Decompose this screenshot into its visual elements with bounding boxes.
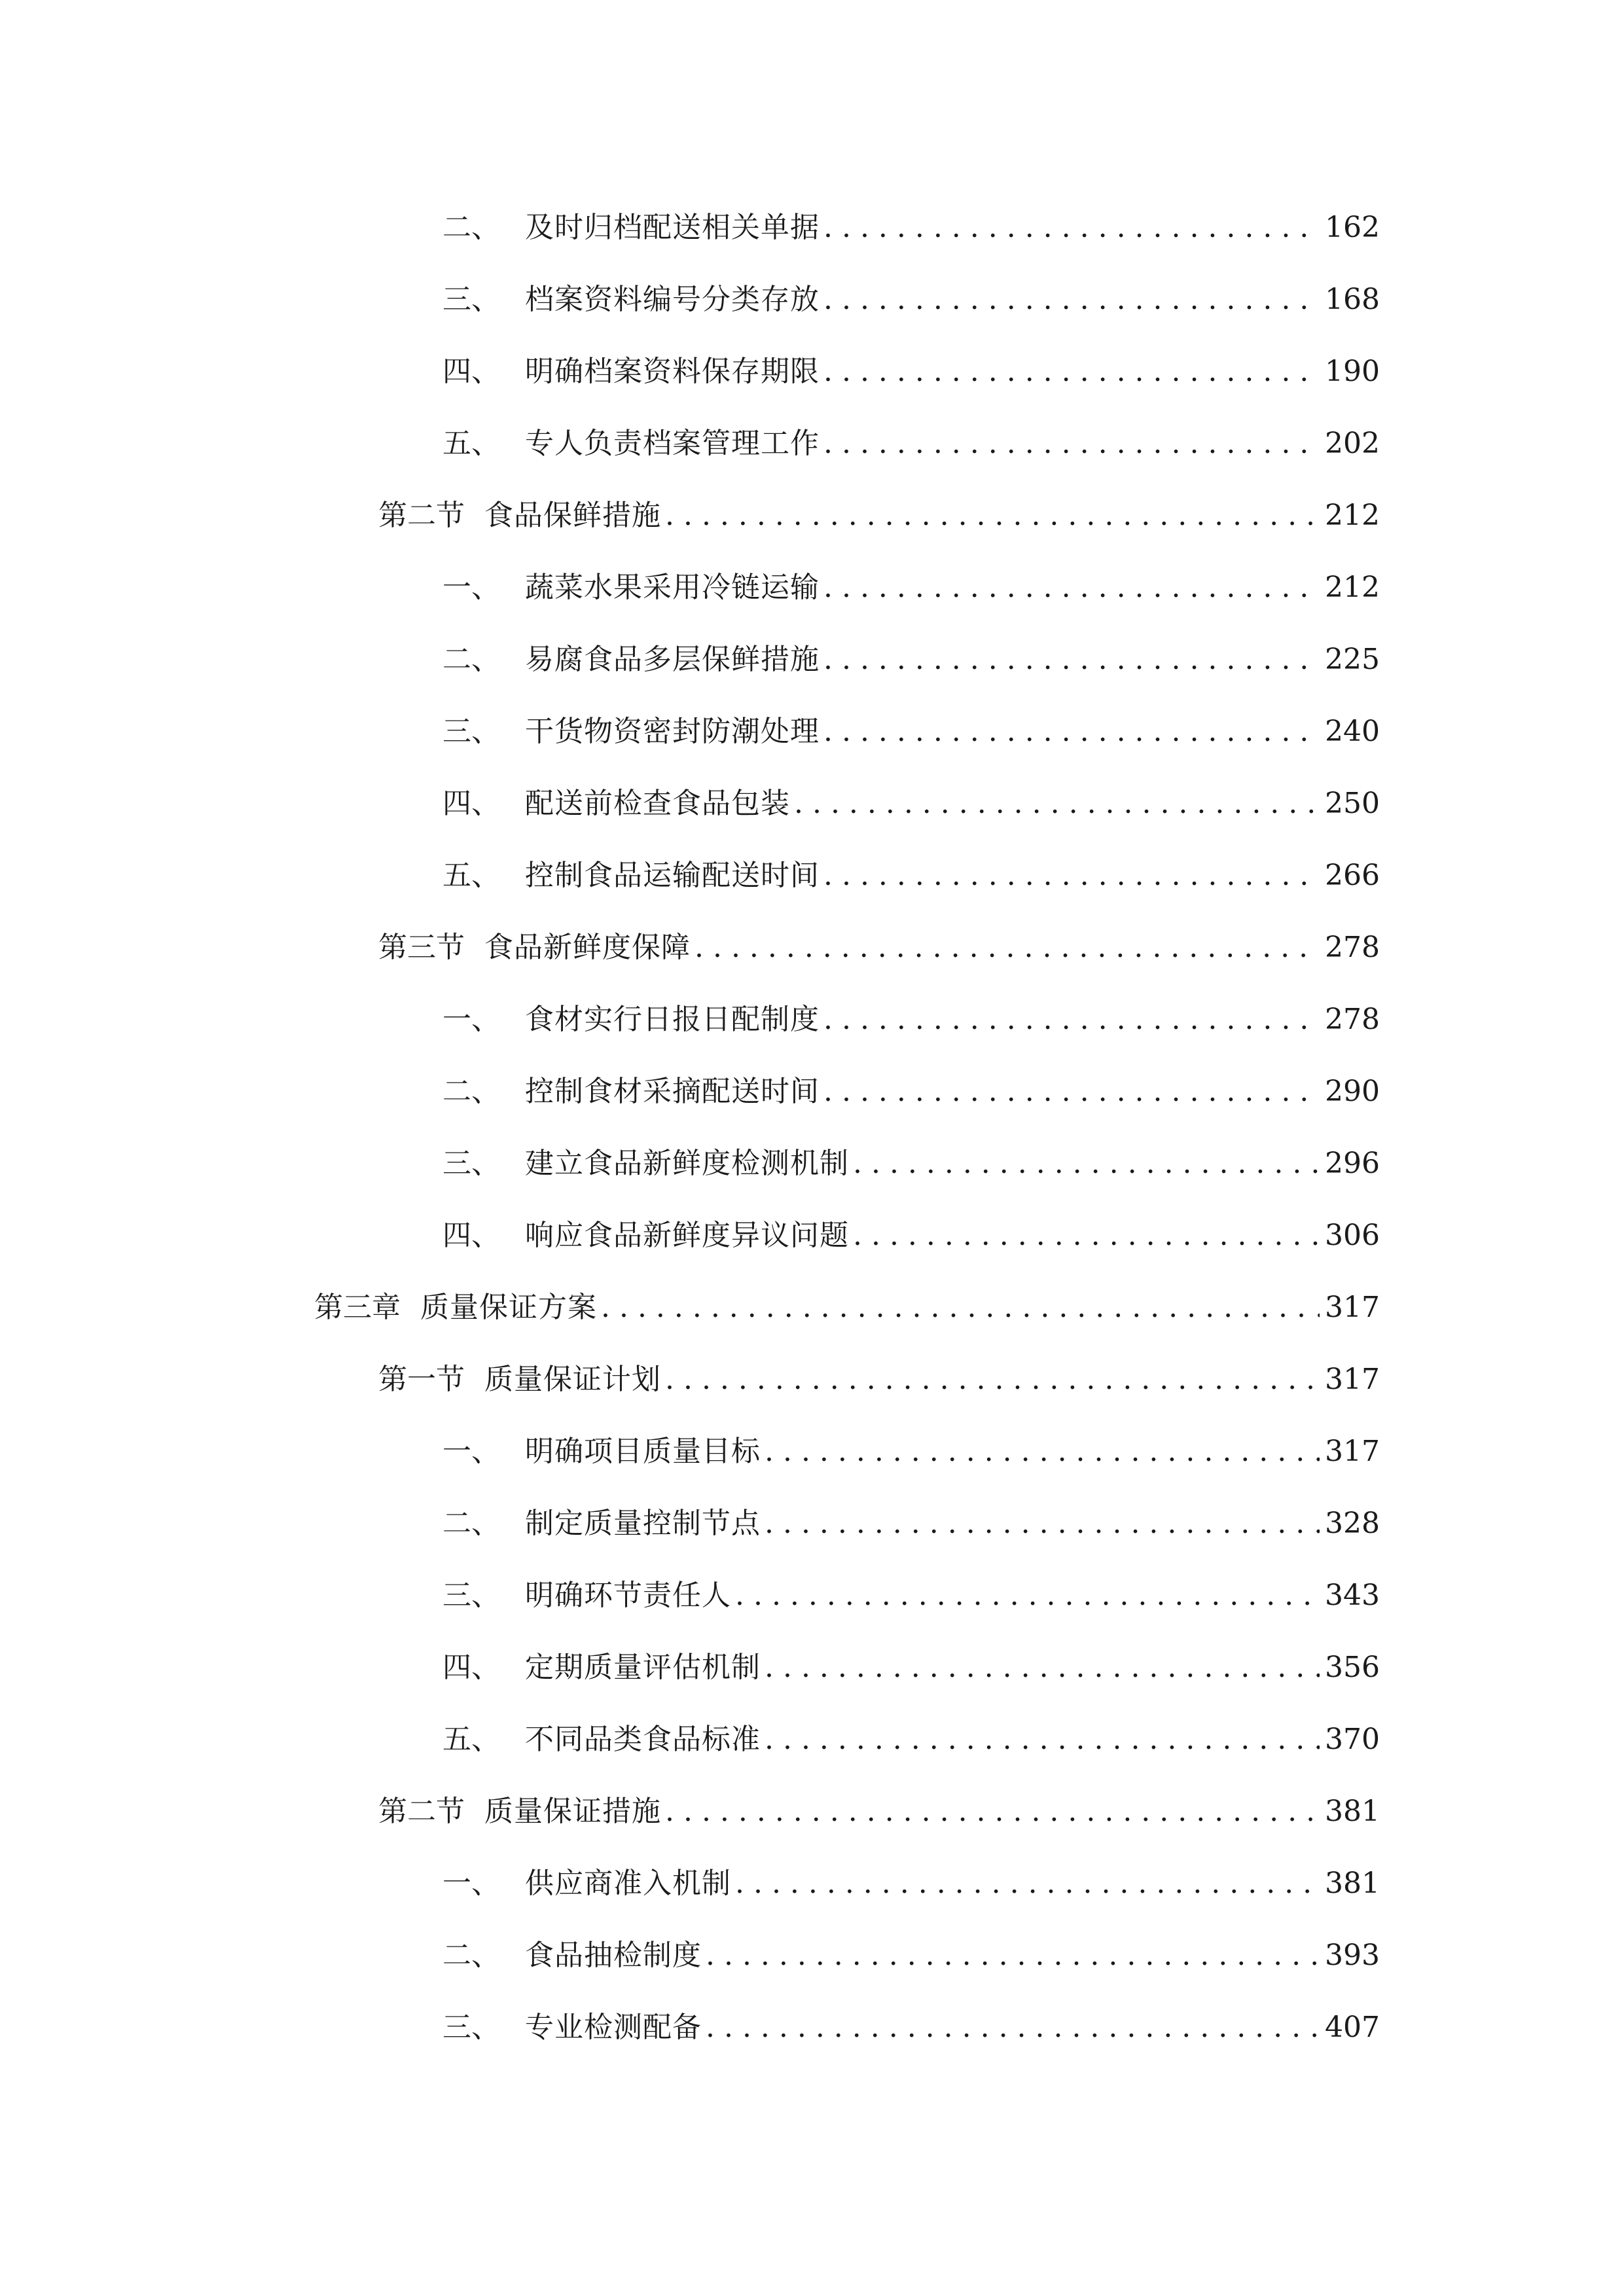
toc-entry[interactable] xyxy=(442,2005,1380,2051)
toc-entry-page: 278 xyxy=(1325,931,1380,964)
toc-dot-leader xyxy=(823,709,1320,755)
toc-entry-page: 317 xyxy=(1325,1291,1380,1324)
toc-entry-number: 第二节 xyxy=(378,1795,465,1828)
toc-entry[interactable] xyxy=(378,925,1380,971)
toc-entry-number: 二、 xyxy=(442,1507,500,1540)
toc-dot-leader xyxy=(765,1501,1320,1547)
toc-entry-number: 第二节 xyxy=(378,499,465,532)
toc-dot-leader xyxy=(823,205,1320,251)
toc-entry[interactable] xyxy=(442,1213,1380,1259)
toc-entry[interactable] xyxy=(442,997,1380,1043)
toc-entry-page: 212 xyxy=(1325,571,1380,604)
toc-dot-leader xyxy=(823,277,1320,323)
toc-entry-title: 蔬菜水果采用冷链运输 xyxy=(525,571,820,604)
toc-dot-leader xyxy=(706,2005,1320,2051)
toc-entry-title: 食材实行日报日配制度 xyxy=(525,1003,820,1036)
toc-entry[interactable] xyxy=(442,1861,1380,1907)
toc-entry-page: 381 xyxy=(1325,1867,1380,1900)
toc-entry-number: 第一节 xyxy=(378,1363,465,1396)
toc-entry-number: 二、 xyxy=(442,1075,500,1108)
toc-entry-page: 190 xyxy=(1325,355,1380,388)
toc-entry[interactable] xyxy=(442,421,1380,467)
toc-entry-page: 317 xyxy=(1325,1363,1380,1396)
toc-entry-title: 质量保证计划 xyxy=(484,1363,661,1396)
toc-entry[interactable] xyxy=(442,1933,1380,1979)
toc-entry-title: 食品新鲜度保障 xyxy=(484,931,691,964)
toc-dot-leader xyxy=(665,1789,1320,1835)
toc-entry-title: 食品抽检制度 xyxy=(525,1939,702,1972)
toc-entry-page: 250 xyxy=(1325,787,1380,820)
toc-entry-number: 五、 xyxy=(442,1723,500,1756)
toc-dot-leader xyxy=(823,565,1320,611)
toc-entry-number: 五、 xyxy=(442,859,500,892)
toc-dot-leader xyxy=(823,421,1320,467)
toc-entry[interactable] xyxy=(378,493,1380,539)
toc-entry-page: 240 xyxy=(1325,715,1380,748)
toc-entry[interactable] xyxy=(442,1573,1380,1619)
toc-dot-leader xyxy=(735,1861,1320,1907)
toc-entry[interactable] xyxy=(442,1645,1380,1691)
toc-entry-page: 168 xyxy=(1325,283,1380,316)
toc-entry-page: 370 xyxy=(1325,1723,1380,1756)
toc-entry-number: 第三节 xyxy=(378,931,465,964)
toc-entry-number: 三、 xyxy=(442,715,500,748)
toc-entry-title: 质量保证措施 xyxy=(484,1795,661,1828)
toc-entry[interactable] xyxy=(442,1501,1380,1547)
toc-dot-leader xyxy=(853,1213,1320,1259)
toc-entry-title: 控制食材采摘配送时间 xyxy=(525,1075,820,1108)
toc-dot-leader xyxy=(823,997,1320,1043)
toc-entry-title: 建立食品新鲜度检测机制 xyxy=(525,1147,849,1180)
toc-entry-page: 343 xyxy=(1325,1579,1380,1612)
toc-entry-title: 食品保鲜措施 xyxy=(484,499,661,532)
toc-entry-number: 二、 xyxy=(442,1939,500,1972)
toc-dot-leader xyxy=(765,1429,1320,1475)
toc-entry-title: 不同品类食品标准 xyxy=(525,1723,761,1756)
toc-entry-page: 393 xyxy=(1325,1939,1380,1972)
toc-entry-title: 控制食品运输配送时间 xyxy=(525,859,820,892)
toc-entry-title: 定期质量评估机制 xyxy=(525,1651,761,1684)
toc-dot-leader xyxy=(665,1357,1320,1403)
toc-entry-page: 296 xyxy=(1325,1147,1380,1180)
toc-entry-page: 328 xyxy=(1325,1507,1380,1540)
toc-dot-leader xyxy=(823,1069,1320,1115)
toc-entry[interactable] xyxy=(378,1789,1380,1835)
toc-entry-title: 干货物资密封防潮处理 xyxy=(525,715,820,748)
toc-entry[interactable] xyxy=(442,277,1380,323)
toc-dot-leader xyxy=(695,925,1320,971)
toc-dot-leader xyxy=(794,781,1320,827)
toc-entry-title: 明确档案资料保存期限 xyxy=(525,355,820,388)
toc-entry-number: 四、 xyxy=(442,787,500,820)
toc-entry-title: 专业检测配备 xyxy=(525,2011,702,2044)
toc-entry[interactable] xyxy=(442,709,1380,755)
toc-entry-page: 202 xyxy=(1325,427,1380,460)
toc-dot-leader xyxy=(823,637,1320,683)
toc-entry-number: 三、 xyxy=(442,1579,500,1612)
toc-entry-number: 四、 xyxy=(442,1651,500,1684)
toc-entry-number: 三、 xyxy=(442,1147,500,1180)
toc-entry-page: 162 xyxy=(1325,211,1380,244)
toc-entry-number: 一、 xyxy=(442,571,500,604)
toc-dot-leader xyxy=(823,853,1320,899)
toc-dot-leader xyxy=(823,349,1320,395)
toc-entry-number: 三、 xyxy=(442,2011,500,2044)
toc-dot-leader xyxy=(853,1141,1320,1187)
toc-entry-number: 三、 xyxy=(442,283,500,316)
toc-entry-title: 明确环节责任人 xyxy=(525,1579,731,1612)
toc-entry-number: 一、 xyxy=(442,1867,500,1900)
toc-entry-title: 专人负责档案管理工作 xyxy=(525,427,820,460)
toc-entry-page: 278 xyxy=(1325,1003,1380,1036)
toc-entry-page: 381 xyxy=(1325,1795,1380,1828)
toc-entry-title: 制定质量控制节点 xyxy=(525,1507,761,1540)
toc-entry-title: 质量保证方案 xyxy=(420,1291,597,1324)
toc-dot-leader xyxy=(665,493,1320,539)
toc-dot-leader xyxy=(706,1933,1320,1979)
toc-entry-number: 二、 xyxy=(442,643,500,676)
toc-entry-title: 及时归档配送相关单据 xyxy=(525,211,820,244)
toc-entry-page: 212 xyxy=(1325,499,1380,532)
toc-entry-title: 易腐食品多层保鲜措施 xyxy=(525,643,820,676)
toc-entry-page: 266 xyxy=(1325,859,1380,892)
toc-entry[interactable] xyxy=(442,637,1380,683)
toc-entry-number: 一、 xyxy=(442,1003,500,1036)
toc-entry-number: 五、 xyxy=(442,427,500,460)
toc-entry-page: 356 xyxy=(1325,1651,1380,1684)
toc-entry[interactable] xyxy=(442,853,1380,899)
toc-entry[interactable] xyxy=(442,781,1380,827)
toc-entry-number: 四、 xyxy=(442,355,500,388)
toc-entry-number: 一、 xyxy=(442,1435,500,1468)
toc-entry[interactable] xyxy=(378,1357,1380,1403)
toc-entry[interactable] xyxy=(314,1285,1380,1331)
toc-entry-number: 四、 xyxy=(442,1219,500,1252)
toc-dot-leader xyxy=(735,1573,1320,1619)
toc-dot-leader xyxy=(765,1645,1320,1691)
toc-entry[interactable] xyxy=(442,1429,1380,1475)
toc-entry[interactable] xyxy=(442,1717,1380,1763)
toc-entry-page: 317 xyxy=(1325,1435,1380,1468)
toc-entry-page: 306 xyxy=(1325,1219,1380,1252)
toc-dot-leader xyxy=(601,1285,1320,1331)
toc-entry-page: 407 xyxy=(1325,2011,1380,2044)
toc-entry[interactable] xyxy=(442,349,1380,395)
toc-entry-title: 供应商准入机制 xyxy=(525,1867,731,1900)
toc-entry-title: 响应食品新鲜度异议问题 xyxy=(525,1219,849,1252)
toc-entry[interactable] xyxy=(442,205,1380,251)
toc-entry-title: 明确项目质量目标 xyxy=(525,1435,761,1468)
toc-entry-page: 290 xyxy=(1325,1075,1380,1108)
toc-entry-title: 档案资料编号分类存放 xyxy=(525,283,820,316)
toc-entry-page: 225 xyxy=(1325,643,1380,676)
toc-entry-number: 第三章 xyxy=(314,1291,401,1324)
toc-entry-number: 二、 xyxy=(442,211,500,244)
toc-entry-title: 配送前检查食品包装 xyxy=(525,787,790,820)
toc-dot-leader xyxy=(765,1717,1320,1763)
toc-entry[interactable] xyxy=(442,1069,1380,1115)
toc-entry[interactable] xyxy=(442,1141,1380,1187)
toc-entry[interactable] xyxy=(442,565,1380,611)
